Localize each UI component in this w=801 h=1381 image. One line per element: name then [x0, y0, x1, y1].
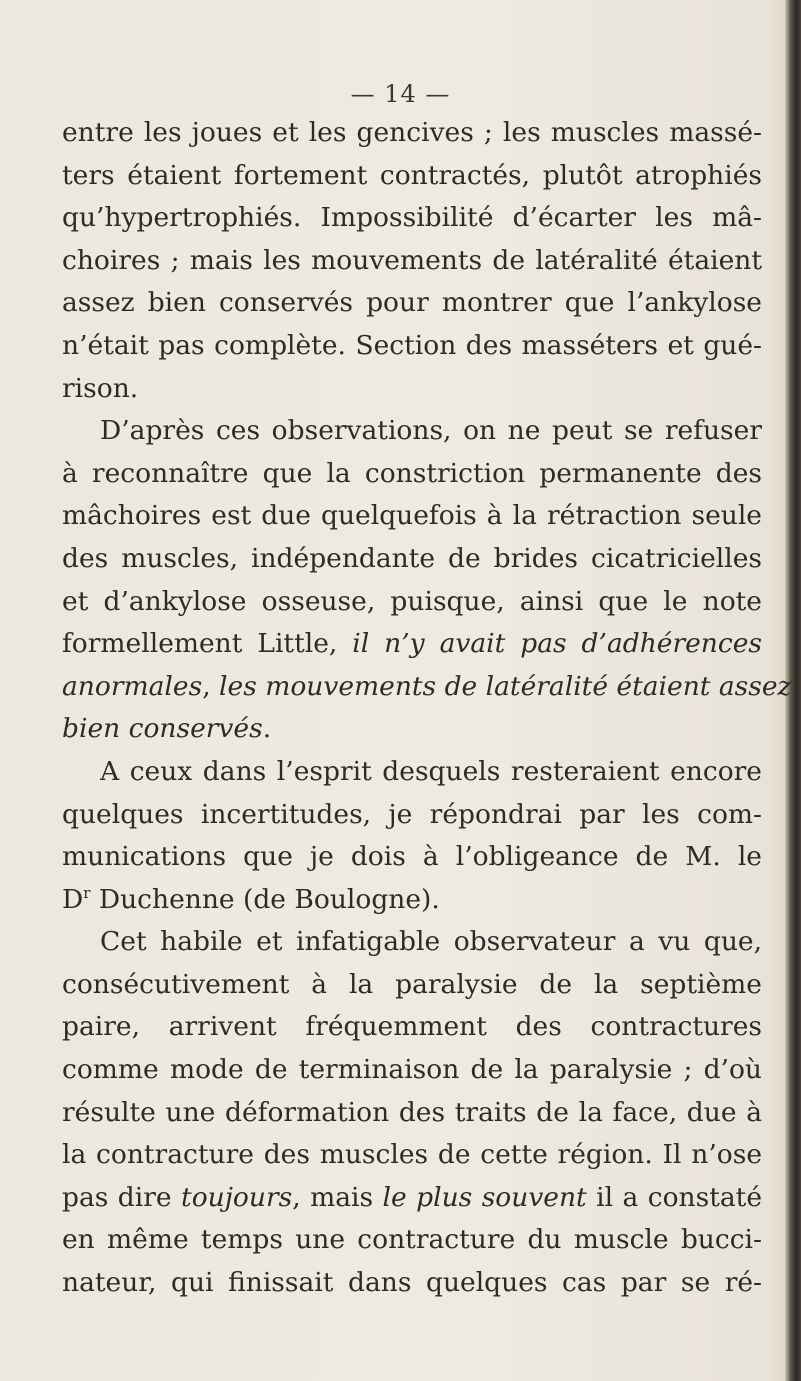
- text-line: en même temps une contracture du muscle bucci-: [62, 1224, 762, 1256]
- text-line: choires ; mais les mouvements de latéralité étaient: [62, 244, 762, 276]
- body-text: [62, 112, 792, 1305]
- text-line: entre les joues et les gencives ; les muscles massé-: [62, 117, 762, 148]
- text-line: paire, arrivent fréquemment des contractures: [62, 1011, 762, 1043]
- text-line: des muscles, indépendante de brides cicatricielles: [62, 542, 762, 574]
- text-line: A ceux dans l’esprit desquels resteraient encore: [100, 755, 762, 787]
- text-line: nateur, qui finissait dans quelques cas par se ré-: [62, 1267, 762, 1299]
- text-line: bien conservés.: [62, 713, 272, 745]
- text-line: la contracture des muscles de cette région. Il n’ose: [62, 1139, 762, 1171]
- text-line: consécutivement à la paralysie de la septième: [62, 968, 762, 1000]
- text-line: quelques incertitudes, je répondrai par les com-: [62, 798, 762, 830]
- text-line: à reconnaître que la constriction permanente des: [62, 457, 762, 489]
- page-number: — 14 —: [350, 80, 451, 108]
- text-line: rison.: [62, 372, 139, 404]
- text-line: assez bien conservés pour montrer que l’ankylose: [62, 287, 762, 319]
- text-line: anormales, les mouvements de latéralité étaient assez: [62, 670, 792, 702]
- text-line: munications que je dois à l’obligeance de M. le: [62, 841, 762, 873]
- text-line: n’était pas complète. Section des masséters et gué-: [62, 329, 762, 361]
- text-line: comme mode de terminaison de la paralysie ; d’où: [62, 1054, 762, 1086]
- text-line: et d’ankylose osseuse, puisque, ainsi que le note: [62, 585, 762, 617]
- text-line: qu’hypertrophiés. Impossibilité d’écarter les mâ-: [62, 202, 762, 234]
- text-line: ters étaient fortement contractés, plutôt atrophiés: [62, 159, 762, 191]
- text-line: résulte une déformation des traits de la face, due à: [62, 1096, 762, 1128]
- text-line: mâchoires est due quelquefois à la rétraction seule: [62, 500, 762, 532]
- text-line: pas dire toujours, mais le plus souvent il a constaté: [62, 1181, 763, 1213]
- text-line: $D^r$ Duchenne (de Boulogne).: [62, 883, 440, 915]
- text-line: formellement Little, il n’y avait pas d’adhérences: [62, 628, 762, 660]
- text-line: D’après ces observations, on ne peut se refuser: [100, 415, 762, 447]
- text-line: Cet habile et infatigable observateur a vu que,: [100, 926, 762, 958]
